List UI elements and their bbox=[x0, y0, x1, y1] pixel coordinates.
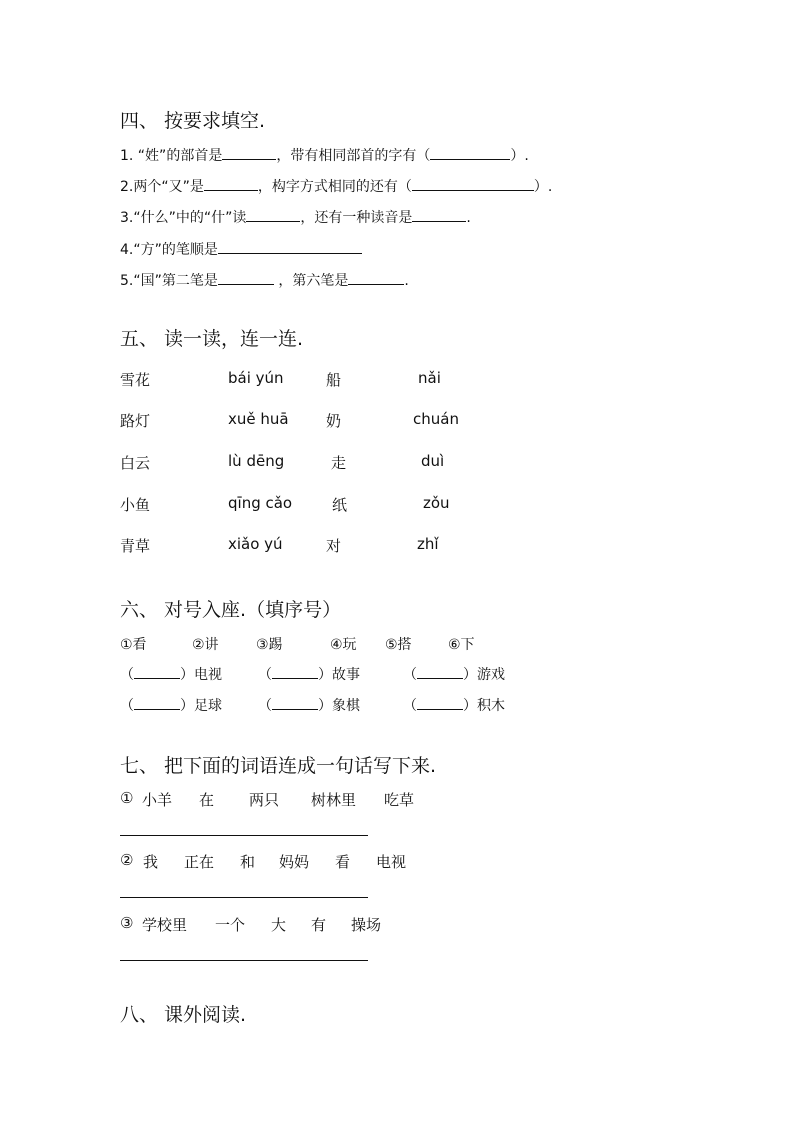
paren-close: ） bbox=[180, 667, 194, 683]
fill-item bbox=[258, 664, 360, 684]
option: ②讲 bbox=[192, 637, 219, 653]
question-4-4 bbox=[120, 239, 362, 259]
fill-item bbox=[403, 695, 505, 715]
match-char: 纸 bbox=[332, 496, 348, 514]
sentence-word: 学校里 bbox=[142, 916, 188, 934]
sentence-word: 和 bbox=[240, 853, 256, 871]
answer-blank[interactable] bbox=[272, 696, 318, 710]
section-7-title: 七、 把下面的词语连成一句话写下来. bbox=[120, 755, 437, 777]
fill-item bbox=[120, 695, 222, 715]
option: ①看 bbox=[120, 637, 147, 653]
option: ④玩 bbox=[330, 637, 357, 653]
fill-item bbox=[403, 664, 505, 684]
match-word: 小鱼 bbox=[120, 496, 151, 514]
answer-blank[interactable] bbox=[348, 271, 404, 285]
answer-line[interactable] bbox=[120, 835, 368, 836]
sentence-word: 两只 bbox=[249, 791, 280, 809]
match-char: 奶 bbox=[326, 412, 342, 430]
item-label: 足球 bbox=[194, 698, 222, 714]
sentence-word: 电视 bbox=[376, 853, 407, 871]
match-pinyin: bái yún bbox=[228, 369, 284, 387]
match-word: 雪花 bbox=[120, 371, 151, 389]
paren-open: （ bbox=[120, 698, 134, 714]
option: ⑥下 bbox=[448, 637, 475, 653]
match-word: 白云 bbox=[120, 454, 151, 472]
sentence-word: 我 bbox=[143, 853, 159, 871]
question-text: 4.“方”的笔顺是 bbox=[120, 242, 218, 258]
match-char: 船 bbox=[326, 371, 342, 389]
answer-blank[interactable] bbox=[204, 177, 258, 191]
sentence-word: 小羊 bbox=[142, 791, 173, 809]
match-pinyin: qīng cǎo bbox=[228, 494, 293, 512]
match-pinyin: xuě huā bbox=[228, 410, 289, 428]
paren-close: ） bbox=[463, 698, 477, 714]
section-4-title: 四、 按要求填空. bbox=[120, 110, 266, 132]
question-text: ，构字方式相同的还有（ bbox=[257, 179, 412, 195]
match-char-pinyin: zhǐ bbox=[417, 535, 439, 553]
sentence-word: 吃草 bbox=[384, 791, 415, 809]
match-word: 青草 bbox=[120, 537, 151, 555]
paren-open: （ bbox=[403, 698, 417, 714]
match-char-pinyin: nǎi bbox=[418, 369, 441, 387]
paren-open: （ bbox=[258, 667, 272, 683]
sentence-word: 操场 bbox=[351, 916, 382, 934]
sentence-word: 有 bbox=[311, 916, 327, 934]
item-label: 电视 bbox=[194, 667, 222, 683]
sentence-word: 正在 bbox=[184, 853, 215, 871]
item-label: 故事 bbox=[332, 667, 360, 683]
fill-item bbox=[120, 664, 222, 684]
question-text: ，带有相同部首的字有（ bbox=[276, 148, 431, 164]
question-text: 3.“什么”中的“什”读 bbox=[120, 210, 247, 226]
section-5-title: 五、 读一读，连一连. bbox=[120, 328, 304, 350]
paren-close: ） bbox=[318, 667, 332, 683]
question-4-3 bbox=[120, 207, 471, 227]
sentence-word: 妈妈 bbox=[279, 853, 310, 871]
item-label: 游戏 bbox=[477, 667, 505, 683]
section-8-title: 八、 课外阅读. bbox=[120, 1004, 247, 1026]
answer-line[interactable] bbox=[120, 897, 368, 898]
sentence-number: ③ bbox=[120, 914, 134, 932]
paren-open: （ bbox=[258, 698, 272, 714]
answer-blank[interactable] bbox=[272, 665, 318, 679]
paren-close: ） bbox=[318, 698, 332, 714]
question-text: . bbox=[466, 210, 471, 226]
answer-blank[interactable] bbox=[412, 208, 466, 222]
question-text: ，第六笔是 bbox=[273, 273, 349, 289]
answer-blank[interactable] bbox=[222, 146, 276, 160]
match-char: 对 bbox=[326, 537, 342, 555]
sentence-word: 树林里 bbox=[311, 791, 357, 809]
answer-blank[interactable] bbox=[134, 696, 180, 710]
sentence-number: ② bbox=[120, 851, 134, 869]
question-text: ，还有一种读音是 bbox=[300, 210, 413, 226]
fill-item bbox=[258, 695, 360, 715]
item-label: 象棋 bbox=[332, 698, 360, 714]
question-text: ）. bbox=[510, 148, 529, 164]
paren-close: ） bbox=[463, 667, 477, 683]
sentence-word: 一个 bbox=[215, 916, 246, 934]
answer-blank[interactable] bbox=[134, 665, 180, 679]
match-pinyin: lù dēng bbox=[228, 452, 285, 470]
paren-open: （ bbox=[120, 667, 134, 683]
option: ③踢 bbox=[256, 637, 283, 653]
sentence-word: 在 bbox=[199, 791, 215, 809]
question-4-5 bbox=[120, 270, 409, 290]
answer-blank[interactable] bbox=[218, 240, 362, 254]
answer-line[interactable] bbox=[120, 960, 368, 961]
answer-blank[interactable] bbox=[430, 146, 510, 160]
answer-blank[interactable] bbox=[417, 696, 463, 710]
paren-open: （ bbox=[403, 667, 417, 683]
option: ⑤搭 bbox=[385, 637, 412, 653]
match-pinyin: xiǎo yú bbox=[228, 535, 283, 553]
answer-blank[interactable] bbox=[246, 208, 300, 222]
match-char: 走 bbox=[331, 454, 347, 472]
question-text: ）. bbox=[533, 179, 553, 195]
paren-close: ） bbox=[180, 698, 194, 714]
question-text: . bbox=[404, 273, 409, 289]
sentence-word: 看 bbox=[335, 853, 351, 871]
question-4-1 bbox=[120, 145, 529, 165]
question-text: 2.两个“又”是 bbox=[120, 179, 204, 195]
match-char-pinyin: chuán bbox=[413, 410, 459, 428]
question-4-2 bbox=[120, 176, 552, 196]
sentence-word: 大 bbox=[271, 916, 287, 934]
match-char-pinyin: zǒu bbox=[423, 494, 450, 512]
answer-blank[interactable] bbox=[417, 665, 463, 679]
match-word: 路灯 bbox=[120, 412, 151, 430]
question-text: 1. “姓”的部首是 bbox=[120, 148, 223, 164]
question-text: 5.“国”第二笔是 bbox=[120, 273, 218, 289]
sentence-number: ① bbox=[120, 789, 134, 807]
section-6-title: 六、 对号入座.（填序号） bbox=[120, 599, 342, 621]
item-label: 积木 bbox=[477, 698, 505, 714]
match-char-pinyin: duì bbox=[421, 452, 445, 470]
answer-blank[interactable] bbox=[412, 177, 534, 191]
answer-blank[interactable] bbox=[218, 271, 274, 285]
